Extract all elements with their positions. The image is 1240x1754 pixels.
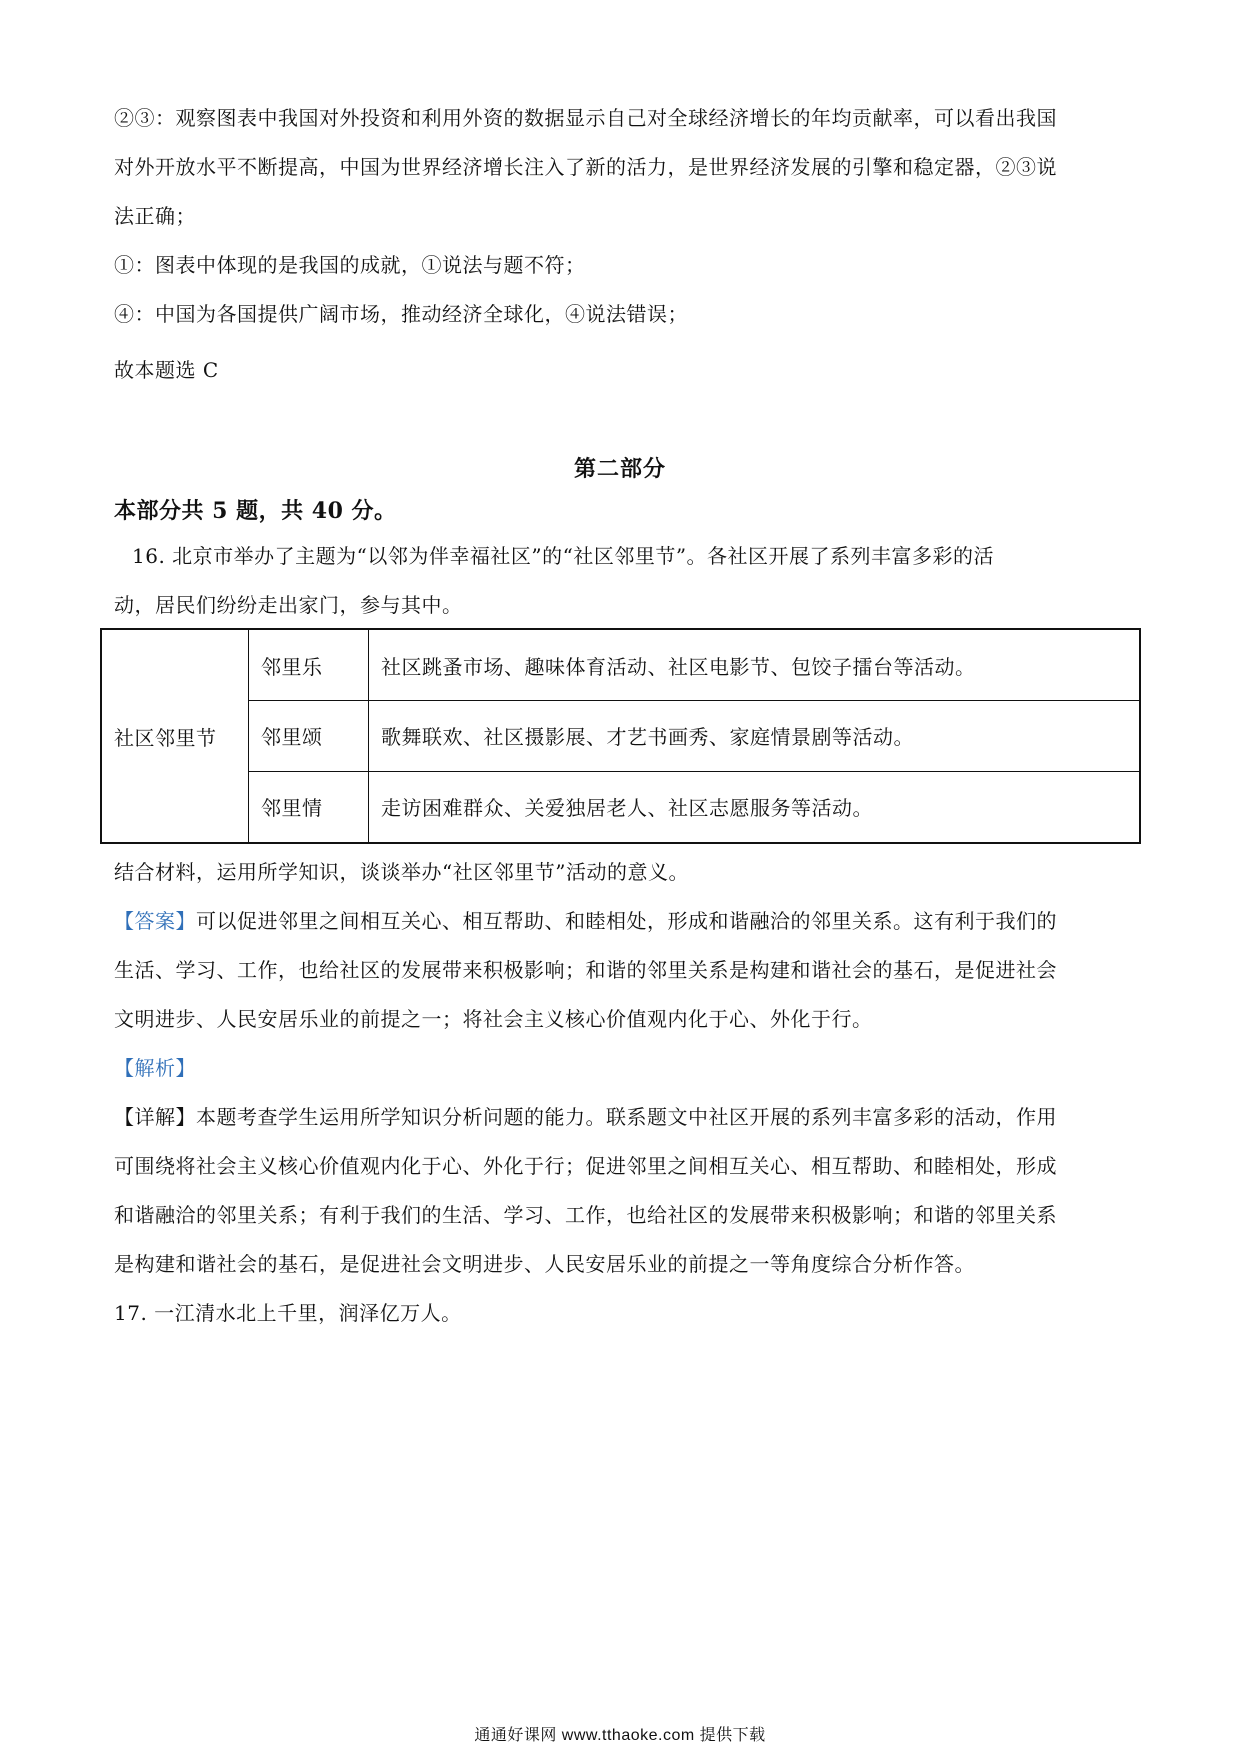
table-cell-name: 邻里乐 [249, 629, 369, 701]
answer-block [114, 848, 1124, 1338]
detail-text: 本题考查学生运用所学知识分析问题的能力。联系题文中社区开展的系列丰富多彩的活动，作用 [196, 1105, 1057, 1129]
table-cell-desc: 走访困难群众、关爱独居老人、社区志愿服务等活动。 [369, 771, 1141, 843]
table-group-label: 社区邻里节 [101, 629, 249, 843]
detail-line: 可围绕将社会主义核心价值观内化于心、外化于行；促进邻里之间相互关心、相互帮助、和睦相处，形成 [114, 1154, 1057, 1178]
table-cell-desc: 社区跳蚤市场、趣味体育活动、社区电影节、包饺子擂台等活动。 [369, 629, 1141, 701]
question-17-stem: 17. 一江清水北上千里，润泽亿万人。 [114, 1301, 462, 1325]
footer-credit: 通通好课网 www.tthaoke.com 提供下载 [474, 1727, 766, 1744]
activity-table [100, 628, 1141, 844]
conclusion-line: 故本题选 C [114, 358, 219, 382]
stem-line: 16. 北京市举办了主题为“以邻为伴幸福社区”的“社区邻里节”。各社区开展了系列丰富多彩的活 [132, 544, 995, 568]
table-cell-name: 邻里情 [249, 771, 369, 843]
explanation-line: ②③：观察图表中我国对外投资和利用外资的数据显示自己对全球经济增长的年均贡献率，可以看出我国 [114, 106, 1057, 130]
table-cell-name: 邻里颂 [249, 701, 369, 772]
analysis-tag: 【解析】 [114, 1056, 196, 1080]
question-prompt: 结合材料，运用所学知识，谈谈举办“社区邻里节”活动的意义。 [114, 860, 689, 884]
detail-tag: 【详解】 [114, 1105, 196, 1129]
answer-tag: 【答案】 [114, 909, 196, 933]
answer-text: 可以促进邻里之间相互关心、相互帮助、和睦相处，形成和谐融洽的邻里关系。这有利于我们的 [196, 909, 1057, 933]
question-16-stem [114, 532, 1124, 630]
stem-line: 动，居民们纷纷走出家门，参与其中。 [114, 593, 463, 617]
conclusion-text [114, 346, 1124, 395]
answer-line [114, 897, 1124, 946]
table-cell-desc: 歌舞联欢、社区摄影展、才艺书画秀、家庭情景剧等活动。 [369, 701, 1141, 772]
detail-line: 是构建和谐社会的基石，是促进社会文明进步、人民安居乐业的前提之一等角度综合分析作答。 [114, 1252, 975, 1276]
explanation-line: 对外开放水平不断提高，中国为世界经济增长注入了新的活力，是世界经济发展的引擎和稳定器，②③说 [114, 155, 1057, 179]
explanation-line: ④：中国为各国提供广阔市场，推动经济全球化，④说法错误； [114, 302, 688, 326]
section-subtitle: 本部分共 5 题，共 40 分。 [114, 498, 397, 524]
detail-line: 和谐融洽的邻里关系；有利于我们的生活、学习、工作，也给社区的发展带来积极影响；和谐的邻里关系 [114, 1203, 1057, 1227]
explanation-line: 法正确； [114, 204, 196, 228]
table-row [101, 701, 1140, 772]
table-row [101, 629, 1140, 701]
explanation-line: ①：图表中体现的是我国的成就，①说法与题不符； [114, 253, 586, 277]
detail-line [114, 1093, 1124, 1142]
section-title: 第二部分 [573, 456, 666, 482]
answer-line: 生活、学习、工作，也给社区的发展带来积极影响；和谐的邻里关系是构建和谐社会的基石，是促进社会 [114, 958, 1057, 982]
table-row [101, 771, 1140, 843]
explanation-block [114, 94, 1124, 339]
answer-line: 文明进步、人民安居乐业的前提之一；将社会主义核心价值观内化于心、外化于行。 [114, 1007, 873, 1031]
